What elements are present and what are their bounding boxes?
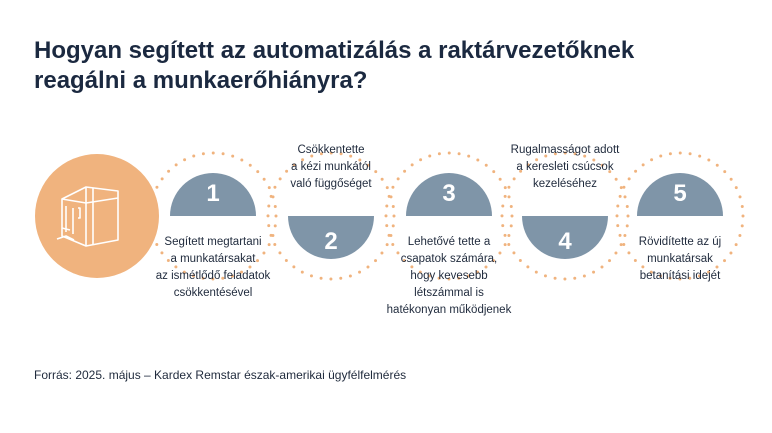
step-5-label-line: munkatársak — [647, 253, 713, 265]
step-1-label-line: a munkatársakat — [170, 253, 256, 265]
step-4-label-line: Rugalmasságot adott — [510, 144, 620, 156]
step-3-label-line: hogy kevesebb — [410, 270, 488, 282]
step-5-label-line: betanítási idejét — [639, 270, 721, 282]
step-5-label — [620, 234, 740, 285]
step-4-number: 4 — [558, 228, 572, 255]
step-4-label-line: a keresleti csúcsok — [516, 161, 614, 173]
step-1-label — [143, 234, 283, 302]
step-2-label — [271, 142, 391, 193]
step-4-label-line: kezeléséhez — [533, 178, 597, 190]
step-2-number: 2 — [324, 228, 338, 255]
title-line-1: Hogyan segített az automatizálás a raktárvezetőknek — [34, 37, 635, 64]
step-1-label-line: csökkentésével — [173, 287, 253, 299]
step-3-label-line: Lehetővé tette a — [407, 236, 491, 248]
step-2-label-line: való függőséget — [290, 178, 372, 190]
step-1-label-line: Segített megtartani — [164, 236, 262, 248]
source-note: Forrás: 2025. május – Kardex Remstar észak-amerikai ügyfélfelmérés — [34, 368, 407, 382]
step-5-label-line: Rövidítette az új — [638, 236, 722, 248]
step-3-label-line: létszámmal is — [414, 287, 484, 299]
warehouse-storage-machine-icon — [35, 154, 159, 278]
step-5-number: 5 — [673, 180, 687, 207]
step-4-label — [500, 142, 630, 193]
title-line-2: reagálni a munkaerőhiányra? — [34, 67, 368, 94]
step-2-label-line: Csökkentette — [297, 144, 365, 156]
step-3-label-line: csapatok számára, — [400, 253, 498, 265]
step-3-label-line: hatékonyan működjenek — [386, 304, 512, 316]
step-1-number: 1 — [206, 180, 220, 207]
step-1-label-line: az ismétlődő feladatok — [155, 270, 271, 282]
step-2-label-line: a kézi munkától — [291, 161, 371, 173]
step-3-label — [379, 234, 519, 319]
step-3-number: 3 — [442, 180, 456, 207]
